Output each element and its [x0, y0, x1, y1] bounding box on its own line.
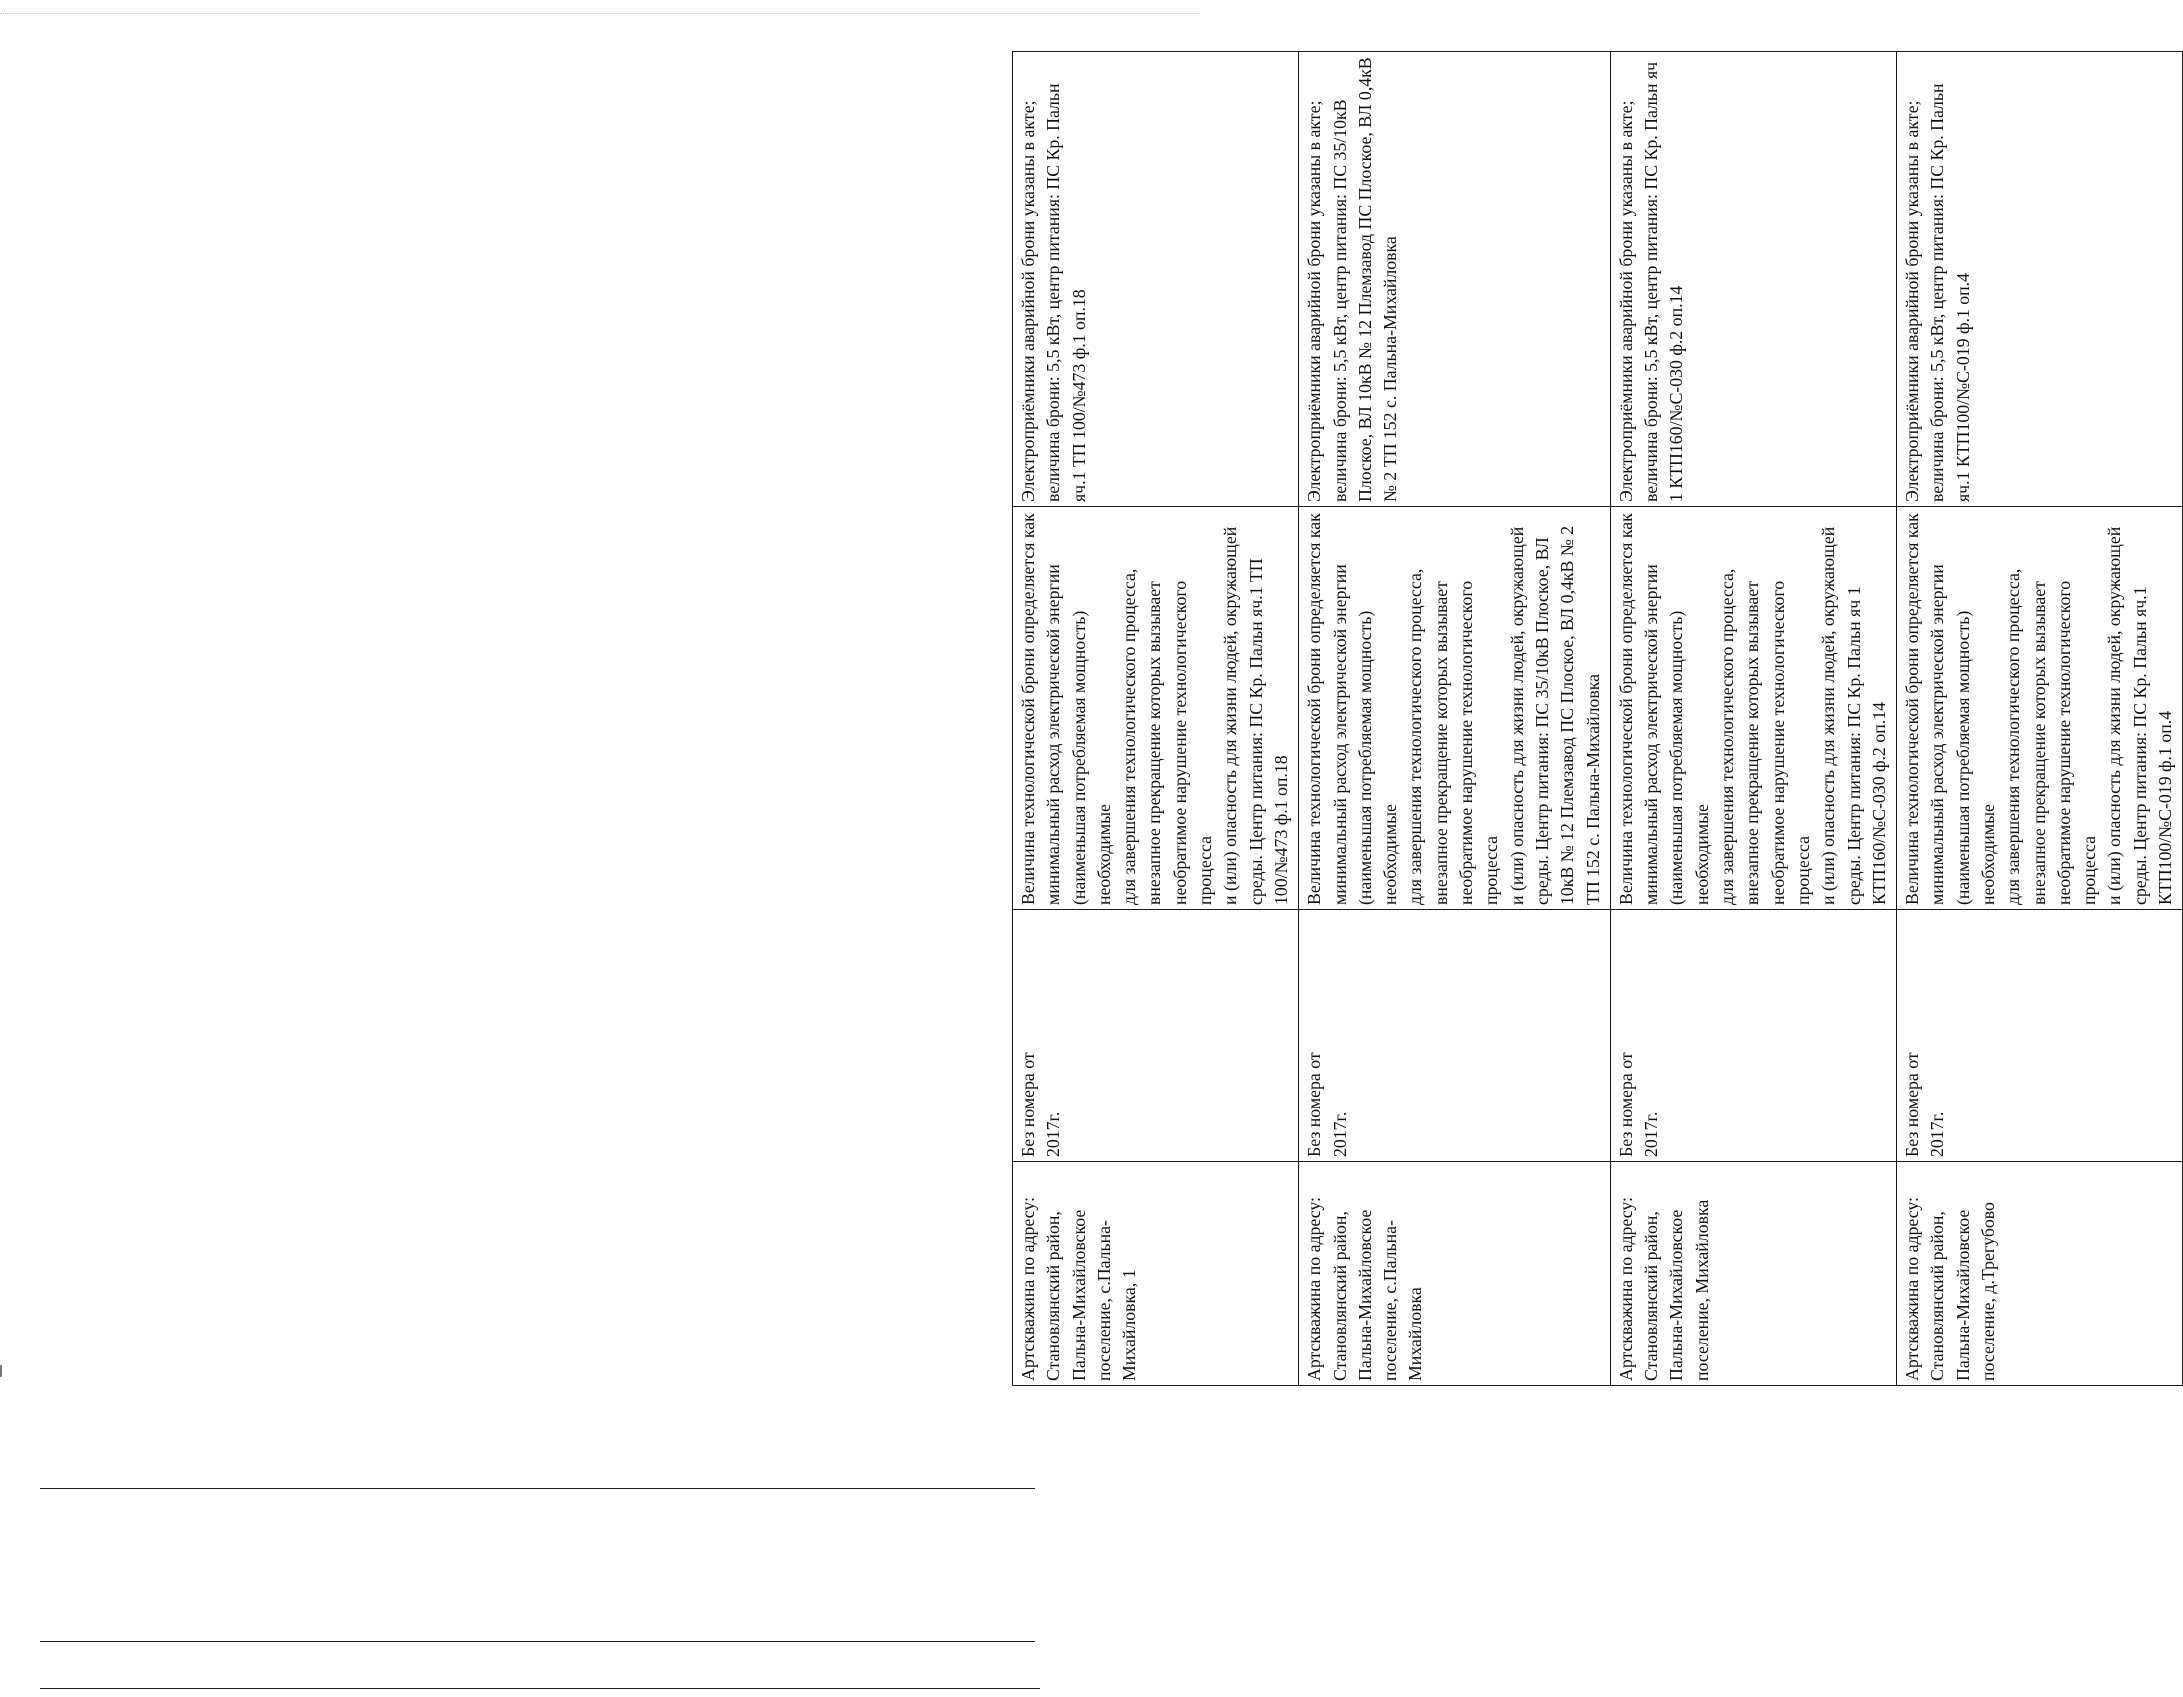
object-address-cell: Артскважина по адресу: Становлянский район, Пальна-Михайловское поселение, Михайловка: [1610, 1162, 1896, 1386]
technological-reserve-cell: Величина технологической брони определяется как минимальный расход электрической энергии (наименьшая потребляемая мощность) необходимые для завершения технологического процесса, внезапное прекращение которых вызывает необратимое нарушение технологического процесса и (или) опасность для жизни людей, окружающей среды. Центр питания: ПС Кр. Пальн яч.1 КТП100/№С-019 ф.1 оп.4: [1897, 507, 2183, 910]
table-row: [1897, 52, 2183, 1386]
scan-top-edge: [0, 13, 1200, 14]
table-row: [1299, 52, 1611, 1386]
object-address-cell: Артскважина по адресу: Становлянский район, Пальна-Михайловское поселение, д.Трегубово: [1897, 1162, 2183, 1386]
document-cell: Без номера от 2017г.: [1013, 910, 1299, 1162]
document-cell: Без номера от 2017г.: [1610, 910, 1896, 1162]
emergency-reserve-cell: Электроприёмники аварийной брони указаны в акте; величина брони: 5,5 кВт, центр питания: ПС Кр. Пальн яч 1 КТП160/№С-030 ф.2 оп.14: [1610, 52, 1896, 507]
signature-line: [40, 1641, 1035, 1642]
emergency-reserve-cell: Электроприёмники аварийной брони указаны в акте; величина брони: 5,5 кВт, центр питания: ПС Кр. Пальн яч.1 ТП 100/№473 ф.1 оп.18: [1013, 52, 1299, 507]
document-cell: Без номера от 2017г.: [1897, 910, 2183, 1162]
table-row: [1610, 52, 1896, 1386]
technological-reserve-cell: Величина технологической брони определяется как минимальный расход электрической энергии (наименьшая потребляемая мощность) необходимые для завершения технологического процесса, внезапное прекращение которых вызывает необратимое нарушение технологического процесса и (или) опасность для жизни людей, окружающей среды. Центр питания: ПС Кр. Пальн яч 1 КТП160/№С-030 ф.2 оп.14: [1610, 507, 1896, 910]
signature-line: [40, 1488, 1035, 1489]
rotated-table-page: [1012, 52, 2176, 1386]
emergency-reserve-cell: Электроприёмники аварийной брони указаны в акте; величина брони: 5,5 кВт, центр питания: ПС 35/10кВ Плоское, ВЛ 10кВ № 12 Племзавод ПС Плоское, ВЛ 0,4кВ № 2 ТП 152 с. Пальна-Михайловка: [1299, 52, 1611, 507]
technological-reserve-cell: Величина технологической брони определяется как минимальный расход электрической энергии (наименьшая потребляемая мощность) необходимые для завершения технологического процесса, внезапное прекращение которых вызывает необратимое нарушение технологического процесса и (или) опасность для жизни людей, окружающей среды. Центр питания: ПС 35/10кВ Плоское, ВЛ 10кВ № 12 Племзавод ПС Плоское, ВЛ 0,4кВ № 2 ТП 152 с. Пальна-Михайловка: [1299, 507, 1611, 910]
object-address-cell: Артскважина по адресу: Становлянский район, Пальна-Михайловское поселение, с.Пальна- Михайловка: [1299, 1162, 1611, 1386]
signature-line: [40, 1688, 1040, 1689]
emergency-reserve-cell: Электроприёмники аварийной брони указаны в акте; величина брони: 5,5 кВт, центр питания: ПС Кр. Пальн яч.1 КТП100/№С-019 ф.1 оп.4: [1897, 52, 2183, 507]
document-cell: Без номера от 2017г.: [1299, 910, 1611, 1162]
power-reserve-table: [1012, 51, 2183, 1386]
table-row: [1013, 52, 1299, 1386]
scan-edge-mark: [0, 1365, 6, 1377]
technological-reserve-cell: Величина технологической брони определяется как минимальный расход электрической энергии (наименьшая потребляемая мощность) необходимые для завершения технологического процесса, внезапное прекращение которых вызывает необратимое нарушение технологического процесса и (или) опасность для жизни людей, окружающей среды. Центр питания: ПС Кр. Пальн яч.1 ТП 100/№473 ф.1 оп.18: [1013, 507, 1299, 910]
object-address-cell: Артскважина по адресу: Становлянский район, Пальна-Михайловское поселение, с.Пальна- Михайловка, 1: [1013, 1162, 1299, 1386]
